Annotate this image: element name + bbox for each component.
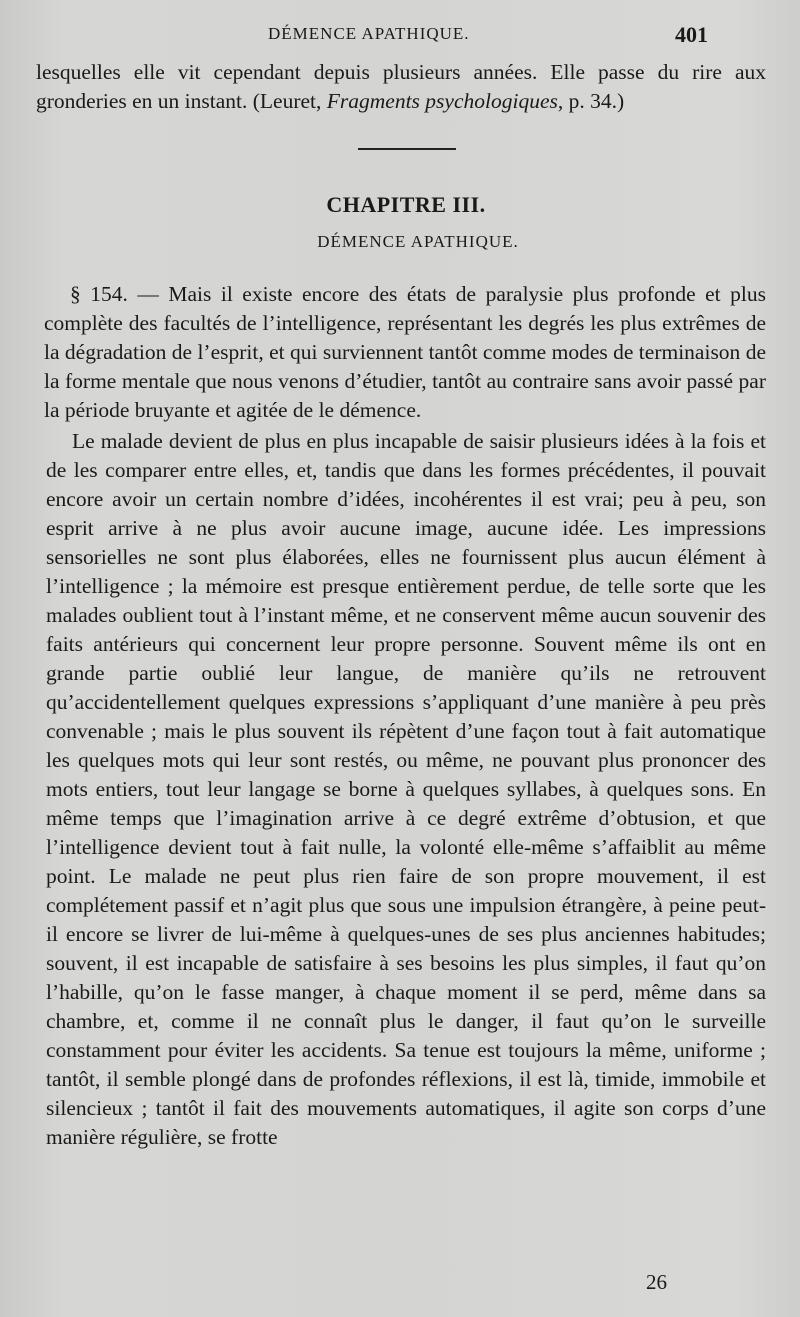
intro-paragraph <box>36 58 766 116</box>
body-paragraph-1: § 154. — Mais il existe encore des états de paralysie plus profonde et plus complète des facultés de l’intelligence, représentant les degrés les plus extrêmes de la dégradation de l’esprit, et qui surviennent tantôt comme modes de terminaison de la forme mentale que nous venons d’étudier, tantôt au contraire sans avoir passé par la période bruyante et agitée de le démence. <box>44 282 766 422</box>
page-content <box>36 58 766 1152</box>
running-head: DÉMENCE APATHIQUE. <box>268 24 470 43</box>
intro-text: lesquelles elle vit cependant depuis plusieurs années. Elle passe du rire aux gronderies en un instant. (Leuret, <box>36 60 766 113</box>
intro-citation-tail: , p. 34.) <box>557 89 625 113</box>
chapter-subtitle: DÉMENCE APATHIQUE. <box>317 232 519 251</box>
page-header <box>0 22 800 52</box>
chapter-title: CHAPITRE III. <box>326 192 486 217</box>
intro-citation-title: Fragments psychologiques <box>326 89 558 113</box>
signature-mark: 26 <box>646 1270 667 1294</box>
page-number: 401 <box>675 22 708 47</box>
body-paragraph-2: Le malade devient de plus en plus incapable de saisir plusieurs idées à la fois et de les comparer entre elles, et, tandis que dans les formes précédentes, il pouvait encore avoir un certain nombre d’idées, incohérentes il est vrai; peu à peu, son esprit arrive à ne plus avoir aucune image, aucune idée. Les impressions sensorielles ne sont plus élaborées, elles ne fournissent plus aucun élément à l’intelligence ; la mémoire est presque entièrement perdue, de telle sorte que les malades oublient tout à l’instant même, et ne conservent même aucun souvenir des faits antérieurs qui concernent leur propre personne. Souvent même ils ont en grande partie oublié leur langue, de manière qu’ils ne retrouvent qu’accidentellement quelques expressions s’appliquant d’une manière à peu près convenable ; mais le plus souvent ils répètent d’une façon tout à fait automatique les quelques mots qui leur sont restés, ou même, ne pouvant plus prononcer des mots entiers, tout leur langage se borne à quelques syllabes, à quelques sons. En même temps que l’imagination arrive à ce degré extrême d’obtusion, et que l’intelligence devient tout à fait nulle, la volonté elle-même s’affaiblit au même point. Le malade ne peut plus rien faire de son propre mouvement, il est complétement passif et n’agit plus que sous une impulsion étrangère, à peine peut-il encore se livrer de lui-même à quelques-unes de ses plus anciennes habitudes; souvent, il est incapable de satisfaire à ses besoins les plus simples, il faut qu’on l’habille, qu’on le fasse manger, à chaque moment il se perd, même dans sa chambre, et, comme il ne connaît plus le danger, il faut qu’on le surveille constamment pour éviter les accidents. Sa tenue est toujours la même, uniforme ; tantôt, il semble plongé dans de profondes réflexions, il est là, timide, immobile et silencieux ; tantôt il fait des mouvements automatiques, il agite son corps d’une manière régulière, se frotte <box>46 429 766 1149</box>
section-separator <box>358 148 456 150</box>
